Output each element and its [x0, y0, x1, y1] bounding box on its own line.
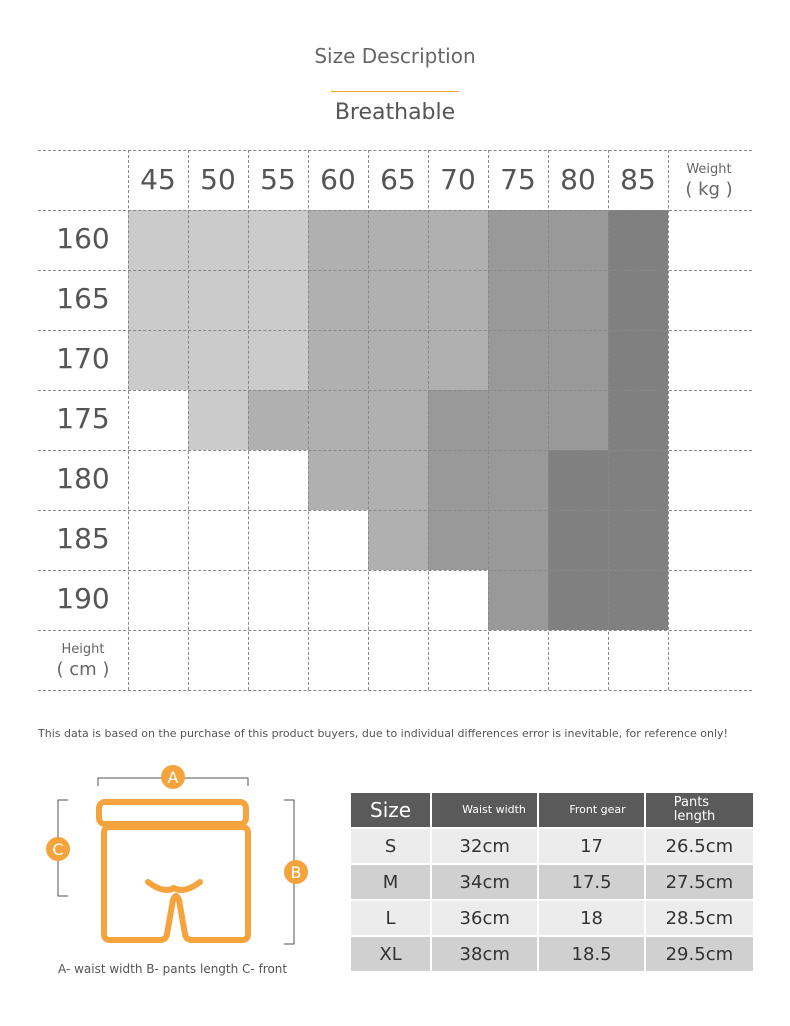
grid-cell-160-45 — [128, 210, 188, 270]
grid-vline — [248, 150, 249, 690]
grid-cell-160-80 — [548, 210, 608, 270]
grid-cell-160-60 — [308, 210, 368, 270]
shorts-diagram — [38, 760, 318, 980]
grid-cell-160-65 — [368, 210, 428, 270]
grid-vline — [128, 150, 129, 690]
grid-cell-170-60 — [308, 330, 368, 390]
cell-length: 26.5cm — [645, 828, 753, 864]
grid-cell-180-65 — [368, 450, 428, 510]
header-waist-width: Waist width — [431, 793, 538, 828]
grid-cell-180-85 — [608, 450, 668, 510]
grid-cell-165-50 — [188, 270, 248, 330]
grid-cell-160-55 — [248, 210, 308, 270]
cell-length: 28.5cm — [645, 900, 753, 936]
grid-cell-180-70 — [428, 450, 488, 510]
cell-size: M — [351, 864, 431, 900]
grid-cell-190-75 — [488, 570, 548, 630]
height-unit-label: Height — [61, 642, 105, 657]
grid-vline — [608, 150, 609, 690]
page-subtitle: Breathable — [334, 100, 456, 125]
weight-label-75: 75 — [500, 163, 536, 196]
weight-label-60: 60 — [320, 163, 356, 196]
grid-vline — [668, 150, 669, 690]
cell-front: 18 — [538, 900, 644, 936]
cell-waist: 34cm — [431, 864, 538, 900]
grid-cell-165-80 — [548, 270, 608, 330]
grid-hline — [38, 390, 752, 391]
table-row — [351, 936, 753, 971]
cell-length: 29.5cm — [645, 936, 753, 971]
grid-hline — [38, 570, 752, 571]
weight-label-55: 55 — [260, 163, 296, 196]
grid-cell-185-75 — [488, 510, 548, 570]
grid-cell-175-50 — [188, 390, 248, 450]
grid-cell-165-65 — [368, 270, 428, 330]
grid-cell-180-75 — [488, 450, 548, 510]
disclaimer-note: This data is based on the purchase of this product buyers, due to individual differences error is inevitable, for reference only! — [38, 727, 728, 740]
weight-label-85: 85 — [620, 163, 656, 196]
weight-unit: ( kg ) — [685, 179, 733, 200]
grid-hline — [38, 330, 752, 331]
grid-cell-170-75 — [488, 330, 548, 390]
weight-label-65: 65 — [380, 163, 416, 196]
grid-cell-185-80 — [548, 510, 608, 570]
grid-vline — [548, 150, 549, 690]
header-size: Size — [351, 793, 431, 828]
grid-cell-170-85 — [608, 330, 668, 390]
marker-b-label: B — [290, 863, 302, 882]
grid-hline — [38, 150, 752, 151]
grid-cell-165-70 — [428, 270, 488, 330]
grid-cell-185-85 — [608, 510, 668, 570]
size-table-header-row — [351, 793, 753, 828]
header-front-gear: Front gear — [538, 793, 644, 828]
grid-cell-170-55 — [248, 330, 308, 390]
grid-hline — [38, 510, 752, 511]
grid-cell-160-85 — [608, 210, 668, 270]
height-label-160: 160 — [56, 222, 110, 255]
weight-label-45: 45 — [140, 163, 176, 196]
header-pants-length: Pants length — [645, 793, 753, 828]
cell-size: XL — [351, 936, 431, 971]
grid-vline — [188, 150, 189, 690]
weight-unit-label: Weight — [686, 162, 732, 177]
grid-cell-175-75 — [488, 390, 548, 450]
grid-cell-165-55 — [248, 270, 308, 330]
grid-cell-175-55 — [248, 390, 308, 450]
cell-waist: 32cm — [431, 828, 538, 864]
grid-cell-170-70 — [428, 330, 488, 390]
grid-cell-165-75 — [488, 270, 548, 330]
height-unit: ( cm ) — [56, 659, 110, 680]
grid-vline — [308, 150, 309, 690]
weight-label-50: 50 — [200, 163, 236, 196]
shorts-icon — [99, 802, 248, 940]
grid-cell-165-45 — [128, 270, 188, 330]
cell-length: 27.5cm — [645, 864, 753, 900]
diagram-legend: A- waist width B- pants length C- front — [58, 962, 288, 976]
height-label-185: 185 — [56, 522, 110, 555]
grid-cell-170-65 — [368, 330, 428, 390]
grid-hline — [38, 270, 752, 271]
grid-hline — [38, 450, 752, 451]
grid-cell-160-75 — [488, 210, 548, 270]
grid-cell-170-80 — [548, 330, 608, 390]
grid-cell-180-80 — [548, 450, 608, 510]
height-unit-header — [48, 640, 118, 680]
page-title: Size Description — [314, 44, 476, 68]
marker-a-label: A — [167, 768, 179, 787]
height-label-175: 175 — [56, 402, 110, 435]
table-row — [351, 864, 753, 900]
grid-cell-170-50 — [188, 330, 248, 390]
grid-cell-175-65 — [368, 390, 428, 450]
grid-cell-160-70 — [428, 210, 488, 270]
size-table — [351, 793, 753, 971]
shorts-illustration — [38, 760, 318, 980]
marker-c-label: C — [52, 840, 64, 859]
weight-label-80: 80 — [560, 163, 596, 196]
grid-cell-175-60 — [308, 390, 368, 450]
table-row — [351, 900, 753, 936]
cell-size: L — [351, 900, 431, 936]
height-label-170: 170 — [56, 342, 110, 375]
grid-hline — [38, 690, 752, 691]
grid-cell-175-85 — [608, 390, 668, 450]
grid-cell-190-80 — [548, 570, 608, 630]
cell-size: S — [351, 828, 431, 864]
cell-front: 17 — [538, 828, 644, 864]
grid-cell-170-45 — [128, 330, 188, 390]
grid-cell-190-85 — [608, 570, 668, 630]
grid-cell-175-80 — [548, 390, 608, 450]
grid-cell-185-70 — [428, 510, 488, 570]
grid-cell-175-70 — [428, 390, 488, 450]
grid-vline — [368, 150, 369, 690]
grid-hline — [38, 630, 752, 631]
table-row — [351, 828, 753, 864]
grid-cell-165-85 — [608, 270, 668, 330]
grid-hline — [38, 210, 752, 211]
cell-front: 17.5 — [538, 864, 644, 900]
height-label-190: 190 — [56, 582, 110, 615]
height-label-165: 165 — [56, 282, 110, 315]
grid-cell-165-60 — [308, 270, 368, 330]
cell-waist: 38cm — [431, 936, 538, 971]
grid-cell-185-65 — [368, 510, 428, 570]
height-label-180: 180 — [56, 462, 110, 495]
weight-label-70: 70 — [440, 163, 476, 196]
grid-vline — [428, 150, 429, 690]
grid-cell-160-50 — [188, 210, 248, 270]
cell-waist: 36cm — [431, 900, 538, 936]
grid-vline — [488, 150, 489, 690]
grid-cell-180-60 — [308, 450, 368, 510]
weight-unit-header — [678, 160, 740, 200]
cell-front: 18.5 — [538, 936, 644, 971]
